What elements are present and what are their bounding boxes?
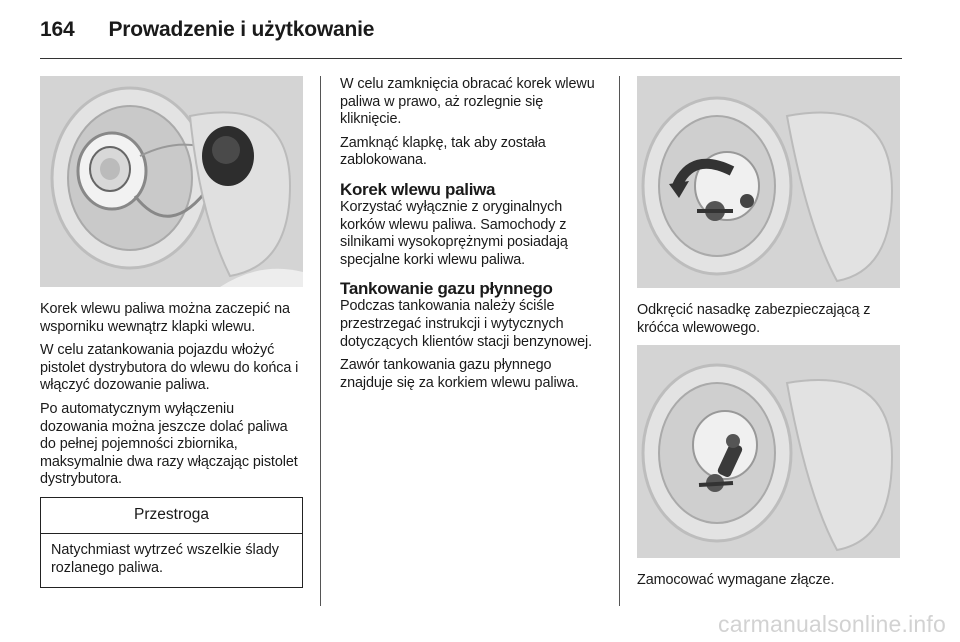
header-rule xyxy=(40,58,902,59)
paragraph: Odkręcić nasadkę zabezpieczającą z króćca wlewowego. xyxy=(637,302,871,336)
warning-text: Natychmiast wytrzeć wszelkie ślady rozlanego paliwa. xyxy=(51,541,279,576)
page-header xyxy=(40,18,374,48)
section-heading: Korek wlewu paliwa xyxy=(340,179,496,199)
paragraph: Zamocować wymagane złącze. xyxy=(637,572,835,589)
paragraph: Zawór tankowania gazu płynnego znajduje się za korkiem wlewu paliwa. xyxy=(340,357,579,391)
paragraph: Podczas tankowania należy ściśle przestrzegać instrukcji i wytycznych dotyczących klientów stacji benzynowej. xyxy=(340,298,593,350)
section-heading: Tankowanie gazu płynnego xyxy=(340,279,553,299)
watermark: carmanualsonline.info xyxy=(718,611,946,637)
column-divider xyxy=(320,76,321,606)
column-2 xyxy=(340,76,606,398)
paragraph: Zamknąć klapkę, tak aby została zablokowana. xyxy=(340,134,546,169)
paragraph: Po automatycznym wyłączeniu dozowania można jeszcze dolać paliwa do pełnej pojemności zbiornika, maksymalnie dwa razy włączając pistolet dystrybutora. xyxy=(40,400,298,488)
paragraph: Korek wlewu paliwa można zaczepić na wsporniku wewnątrz klapki wlewu. xyxy=(40,301,290,335)
paragraph: Korzystać wyłącznie z oryginalnych korków wlewu paliwa. Samochody z silnikami wysokoprężnymi posiadają specjalne korki wlewu paliwa. xyxy=(340,198,568,268)
column-3 xyxy=(637,76,907,596)
page-number: 164 xyxy=(40,18,75,41)
warning-box xyxy=(40,497,303,588)
paragraph: W celu zamknięcia obracać korek wlewu paliwa w prawo, aż rozlegnie się kliknięcie. xyxy=(340,76,595,128)
column-divider xyxy=(619,76,620,606)
fuel-cap-photo xyxy=(40,76,303,287)
adapter-photo xyxy=(637,345,900,558)
lpg-cap-photo xyxy=(637,76,900,288)
warning-title: Przestroga xyxy=(41,498,302,534)
paragraph: W celu zatankowania pojazdu włożyć pistolet dystrybutora do wlewu do końca i włączyć dozowanie paliwa. xyxy=(40,342,299,394)
page-title: Prowadzenie i użytkowanie xyxy=(108,18,375,41)
column-1 xyxy=(40,76,303,588)
